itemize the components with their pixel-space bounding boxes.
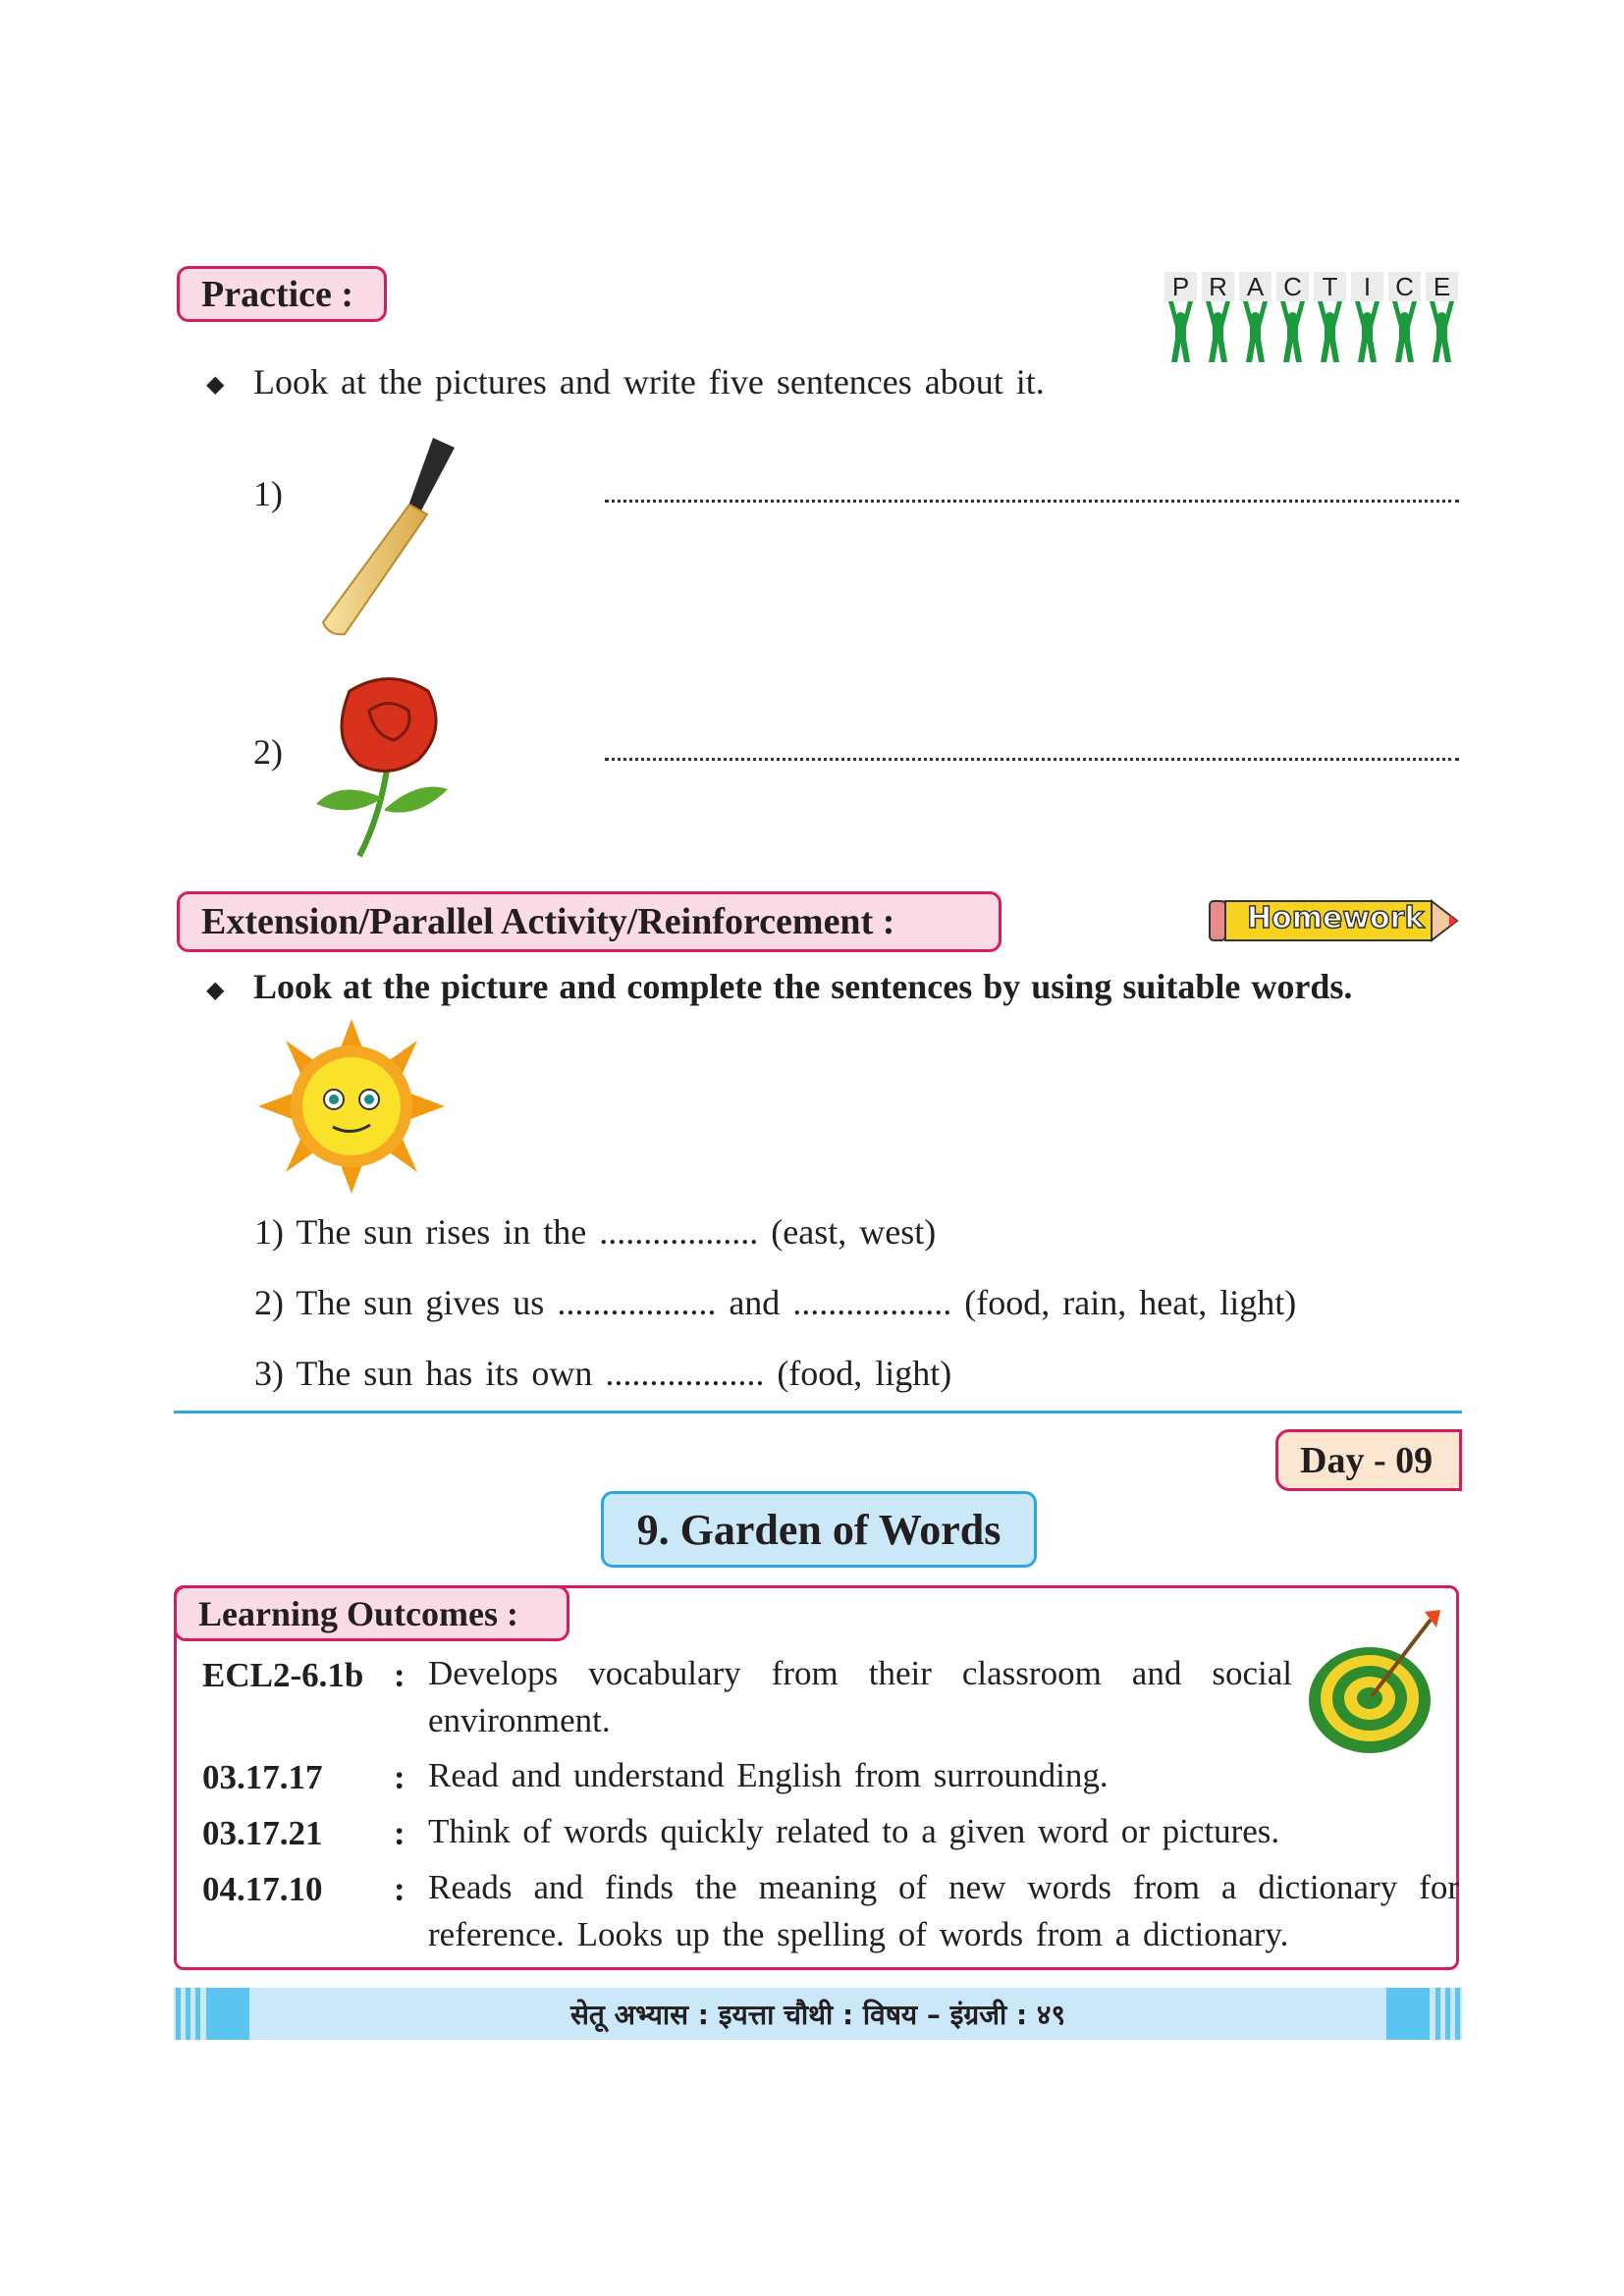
sentence-3: 3) The sun has its own .................. (food, light) bbox=[254, 1354, 952, 1393]
day-badge: Day - 09 bbox=[1275, 1429, 1462, 1491]
logo-letter: C bbox=[1276, 272, 1309, 301]
chapter-title: 9. Garden of Words bbox=[601, 1491, 1037, 1568]
person-icon bbox=[1164, 301, 1197, 362]
person-icon bbox=[1426, 301, 1458, 362]
outcome-colon: : bbox=[394, 1870, 406, 1908]
homework-label: Homework bbox=[1247, 901, 1425, 935]
outcome-text: Read and understand English from surrounding. bbox=[428, 1756, 1109, 1794]
outcome-code: 04.17.10 bbox=[202, 1870, 323, 1908]
extension-instruction: Look at the picture and complete the sentences by using suitable words. bbox=[253, 967, 1353, 1006]
outcome-colon: : bbox=[394, 1814, 406, 1852]
target-icon bbox=[1307, 1606, 1444, 1755]
practice-logo bbox=[1164, 272, 1458, 367]
person-icon bbox=[1239, 301, 1272, 362]
homework-badge bbox=[1208, 897, 1462, 944]
outcome-colon: : bbox=[394, 1758, 406, 1796]
practice-instruction: Look at the pictures and write five sentences about it. bbox=[253, 362, 1045, 401]
logo-letter: I bbox=[1351, 272, 1383, 301]
cricket-bat-icon bbox=[317, 428, 466, 638]
bullet-diamond-icon: ◆ bbox=[206, 372, 225, 398]
outcome-code: ECL2-6.1b bbox=[202, 1656, 364, 1694]
logo-letter: R bbox=[1202, 272, 1234, 301]
person-icon bbox=[1314, 301, 1346, 362]
answer-line[interactable] bbox=[605, 758, 1459, 761]
section-divider bbox=[174, 1411, 1462, 1414]
sentence-1: 1) The sun rises in the .................. (east, west) bbox=[254, 1212, 937, 1252]
logo-letter: T bbox=[1314, 272, 1346, 301]
outcome-text: Reads and finds the meaning of new words from a dictionary for reference. Looks up the spelling of words from a dictionary. bbox=[428, 1868, 1459, 1953]
logo-letter: P bbox=[1164, 272, 1197, 301]
logo-letter: A bbox=[1239, 272, 1272, 301]
learning-outcomes-box bbox=[174, 1585, 1459, 1970]
outcome-colon: : bbox=[394, 1656, 406, 1694]
footer-text: सेतू अभ्यास : इयत्ता चौथी : विषय – इंग्रजी : ४९ bbox=[569, 1999, 1066, 2031]
person-icon bbox=[1202, 301, 1234, 362]
person-icon bbox=[1351, 301, 1383, 362]
item-number: 2) bbox=[253, 732, 283, 772]
outcome-text: Develops vocabulary from their classroom and social environment. bbox=[428, 1654, 1292, 1739]
answer-line[interactable] bbox=[605, 500, 1459, 503]
learning-outcomes-label: Learning Outcomes : bbox=[174, 1585, 569, 1641]
logo-letter: E bbox=[1426, 272, 1458, 301]
outcome-code: 03.17.21 bbox=[202, 1814, 323, 1852]
practice-label: Practice : bbox=[177, 266, 387, 322]
rose-icon bbox=[310, 671, 453, 858]
person-icon bbox=[1388, 301, 1421, 362]
item-number: 1) bbox=[253, 474, 283, 513]
outcome-text: Think of words quickly related to a given word or pictures. bbox=[428, 1812, 1280, 1850]
footer-bar bbox=[174, 1988, 1462, 2040]
sentence-2: 2) The sun gives us .................. and .................. (food, rain, heat, light) bbox=[254, 1283, 1297, 1322]
sun-icon bbox=[258, 1019, 445, 1194]
logo-letter: C bbox=[1388, 272, 1421, 301]
person-icon bbox=[1276, 301, 1309, 362]
extension-label: Extension/Parallel Activity/Reinforcement : bbox=[177, 891, 1001, 952]
bullet-diamond-icon: ◆ bbox=[206, 978, 225, 1003]
outcome-code: 03.17.17 bbox=[202, 1758, 323, 1796]
